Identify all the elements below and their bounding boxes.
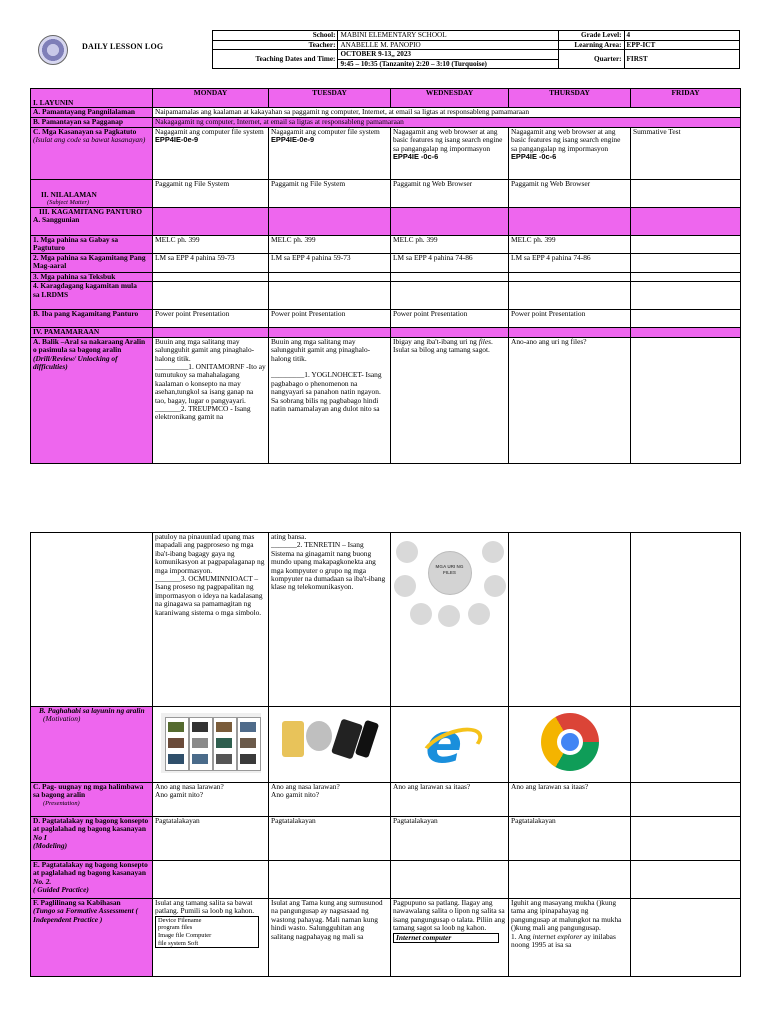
day-friday: FRIDAY bbox=[631, 89, 741, 108]
time-value: 9:45 – 10:35 (Tanzanite) 2:20 – 3:10 (Turquoise) bbox=[338, 59, 559, 69]
files-mind-map bbox=[394, 535, 506, 627]
balik-mon: Buuin ang mga salitang may salungguhit gamit ang pinaghalo-halong titik. _________1. ONITAMORNF -Ito ay tumutukoy sa mahahalagang kaalaman o konsepto na may asehan,tungkol sa isang ganap na tao, bagay, lugar o pangyayari. _______2. TREUPMCO - Isang elektronikang gamit na bbox=[153, 337, 269, 463]
f-wed: Pagpupuno sa patlang. Ilagay ang nawawalang salita o lipon ng salita sa isang pangungusap o talata. Piliin ang tamang sagot sa loob ng kahon. bbox=[393, 898, 506, 933]
balik-wed-text-c: . Isulat sa bilog ang tamang sagot. bbox=[393, 337, 493, 355]
teacher-value: ANABELLE M. PANOPIO bbox=[338, 40, 559, 50]
f-sub: (Tungo sa Formative Assessment ( Independent Practice ) bbox=[33, 906, 138, 924]
image-ie bbox=[391, 707, 509, 783]
pamantayang-label: A. Pamantayang Pangnilalaman bbox=[31, 108, 153, 118]
kasanayan-thu: Nagagamit ang web browser at ang basic features ng isang search engine sa pangangalap ng impormasyon bbox=[511, 127, 621, 153]
iba-wed: Power point Presentation bbox=[391, 310, 509, 328]
mind-node-1 bbox=[396, 541, 418, 563]
pagganap-text: Nakagagamit ng computer, Internet, at email sa ligtas at responsableng pamamaraan bbox=[153, 118, 741, 128]
paghahabi-label: B. Paghahabi sa layunin ng aralin bbox=[39, 706, 145, 715]
balik-mon-cont: patuloy na pinauunlad upang mas mapadali ang pagproseso ng mga iba't-ibang bagagy gaya ng komunikasyon at pagpapalaganap ng mga impormasyon. _______3. OCMUMINNIOACT – Isang proseso ng pagpapalitan ng impormasyon o ideya na kadalasang na ginagawa sa pamamagitan ng karaniwang sistema o mga simbolo. bbox=[153, 533, 269, 707]
image-storage bbox=[269, 707, 391, 783]
grade-value: 4 bbox=[624, 31, 739, 41]
mind-node-7 bbox=[468, 603, 490, 625]
balik-thu: Ano-ano ang uri ng files? bbox=[509, 337, 631, 463]
storage-devices-image bbox=[280, 713, 380, 773]
iba-mon: Power point Presentation bbox=[153, 310, 269, 328]
internet-explorer-icon: e bbox=[420, 713, 480, 773]
nilalaman-mon: Paggamit ng File System bbox=[153, 180, 269, 208]
pamamaraan-label: IV. PAMAMARAAN bbox=[31, 328, 153, 337]
nilalaman-wed: Paggamit ng Web Browser bbox=[391, 180, 509, 208]
d-label-no: No I bbox=[33, 832, 47, 842]
ugn-mon: Ano ang nasa larawan? Ano gamit nito? bbox=[153, 783, 269, 817]
f-thu-b: )kung tama ang ipinapahayag ng pangungusap at malungkot na mukha ( bbox=[511, 898, 622, 933]
quarter-label: Quarter: bbox=[559, 50, 624, 69]
header-info-table bbox=[212, 30, 740, 69]
quarter-value: FIRST bbox=[624, 50, 739, 69]
page-title: DAILY LESSON LOG bbox=[82, 42, 164, 51]
e-label-no: No. 2. bbox=[33, 876, 52, 886]
deped-seal-icon bbox=[38, 35, 68, 65]
d-sub: (Modeling) bbox=[33, 841, 68, 851]
mind-node-2 bbox=[482, 541, 504, 563]
layunin-heading: I. LAYUNIN bbox=[31, 89, 153, 108]
lm-label: 2. Mga pahina sa Kagamitang Pang Mag-aaral bbox=[31, 254, 153, 273]
nilalaman-tue: Paggamit ng File System bbox=[269, 180, 391, 208]
mind-node-3 bbox=[394, 575, 416, 597]
f-mon-word-box: Device Filename program files Image file Computer file system Soft bbox=[155, 916, 259, 948]
pamantayang-text: Naipamamalas ang kaalaman at kakayahan sa paggamit ng computer, Internet, at email sa ligtas at responsableng pamamaraan bbox=[153, 108, 741, 118]
balik-tue-cont: ating bansa. _______2. TENRETIN – Isang Sistema na ginagamit nang buong mundo upang makapagkonekta ang mga kompyuter o grupo ng mga kompyuter na dumadaan sa iba't-ibang klase ng telekomunikasyon. bbox=[269, 533, 391, 707]
balik-tue: Buuin ang mga salitang may salungguhit gamit ang pinaghalo-halong titik. _________1. YOGLNOHCET- Isang pagbabago o phenomenon na nangyayari sa panahon natin ngayon. Sa sobrang bilis ng pagbabago hindi natin namamalayan ang dulot nito sa bbox=[269, 337, 391, 463]
chrome-icon bbox=[541, 713, 599, 771]
grade-label: Grade Level: bbox=[559, 31, 624, 41]
day-thursday: THURSDAY bbox=[509, 89, 631, 108]
area-value: EPP-ICT bbox=[624, 40, 739, 50]
balik-aral-label: A. Balik –Aral sa nakaraang Aralin o pasimula sa bagong aralin bbox=[33, 337, 146, 355]
kasanayan-fri: Summative Test bbox=[631, 128, 741, 180]
nilalaman-sub: (Subject Matter) bbox=[47, 199, 90, 207]
lm-thu: LM sa EPP 4 pahina 74-86 bbox=[509, 254, 631, 273]
teksbuk-label: 3. Mga pahina sa Teksbuk bbox=[31, 273, 153, 282]
kasanayan-label: C. Mga Kasanayan sa Pagkatuto bbox=[33, 127, 137, 136]
f-thu bbox=[509, 899, 631, 977]
kasanayan-mon: Nagagamit ang computer file system bbox=[155, 127, 264, 136]
image-chrome bbox=[509, 707, 631, 783]
iba-thu: Power point Presentation bbox=[509, 310, 631, 328]
f-thu-e: ay inilabas noong 1995 at isa sa bbox=[511, 931, 616, 950]
balik-wed-files: files bbox=[478, 337, 492, 346]
d-mon: Pagtatalakayan bbox=[153, 817, 269, 861]
kasanayan-tue: Nagagamit ang computer file system bbox=[271, 127, 380, 136]
code-mon: EPP4IE-0e-9 bbox=[155, 135, 199, 145]
day-monday: MONDAY bbox=[153, 89, 269, 108]
header bbox=[30, 30, 740, 68]
ugn-thu: Ano ang larawan sa itaas? bbox=[509, 783, 631, 817]
gabay-thu: MELC ph. 399 bbox=[509, 236, 631, 254]
day-wednesday: WEDNESDAY bbox=[391, 89, 509, 108]
d-thu: Pagtatalakayan bbox=[509, 817, 631, 861]
paghahabi-sub: (Motivation) bbox=[43, 714, 81, 724]
nilalaman-label: II. NILALAMAN bbox=[41, 190, 97, 199]
f-label: F. Paglilinang sa Kabihasan bbox=[33, 898, 121, 907]
code-wed: EPP4IE -0c-6 bbox=[393, 152, 439, 162]
kasanayan-wed: Nagagamit ang web browser at ang basic features ng isang search engine sa pangangalap ng impormasyon bbox=[393, 127, 503, 153]
balik-wed bbox=[391, 337, 509, 463]
f-wed-word-box: Internet computer bbox=[393, 933, 499, 943]
pag-uugnay-label: C. Pag- uugnay ng mga halimbawa sa bagong aralin bbox=[33, 782, 144, 800]
f-mon: Isulat ang tamang salita sa bawat patlang. Pumili sa loob ng kahon. bbox=[155, 898, 255, 916]
ugn-wed: Ano ang larawan sa itaas? bbox=[391, 783, 509, 817]
mind-node-6 bbox=[438, 605, 460, 627]
pag-uugnay-sub: (Presentation) bbox=[43, 799, 80, 807]
dates-label: Teaching Dates and Time: bbox=[213, 50, 338, 69]
kasanayan-sub: (Isulat ang code sa bawat kasanayan) bbox=[33, 135, 146, 145]
lesson-table-page1 bbox=[30, 88, 741, 464]
d-label: D. Pagtatalakay ng bagong konsepto at paglalahad ng bagong kasanayan bbox=[33, 816, 149, 834]
pagganap-label: B. Pamantayan sa Pagganap bbox=[31, 118, 153, 128]
e-sub: ( Guided Practice) bbox=[33, 885, 89, 895]
kagamitan-label: III. KAGAMITANG PANTURO bbox=[39, 207, 142, 216]
school-value: MABINI ELEMENTARY SCHOOL bbox=[338, 31, 559, 41]
bookshelf-image bbox=[161, 713, 261, 773]
code-thu: EPP4IE -0c-6 bbox=[511, 152, 557, 162]
karagdagan-label: 4. Karagdagang kagamitan mula sa LRDMS bbox=[31, 282, 153, 310]
d-tue: Pagtatalakayan bbox=[269, 817, 391, 861]
iba-tue: Power point Presentation bbox=[269, 310, 391, 328]
gabay-wed: MELC ph. 399 bbox=[391, 236, 509, 254]
gabay-tue: MELC ph. 399 bbox=[269, 236, 391, 254]
ugn-tue: Ano ang nasa larawan? Ano gamit nito? bbox=[269, 783, 391, 817]
teacher-label: Teacher: bbox=[213, 40, 338, 50]
dates-value: OCTOBER 9-13,, 2023 bbox=[338, 50, 559, 60]
gabay-mon: MELC ph. 399 bbox=[153, 236, 269, 254]
e-label: E. Pagtatalakay ng bagong konsepto at paglalahad ng bagong kasanayan bbox=[33, 860, 148, 878]
d-wed: Pagtatalakayan bbox=[391, 817, 509, 861]
mind-center: MGA URI NG FILES bbox=[428, 551, 472, 595]
nilalaman-thu: Paggamit ng Web Browser bbox=[509, 180, 631, 208]
iba-pang-label: B. Iba pang Kagamitang Panturo bbox=[31, 310, 153, 328]
code-tue: EPP4IE-0e-9 bbox=[271, 135, 315, 145]
lesson-table-page2 bbox=[30, 532, 741, 977]
f-tue: Isulat ang Tama kung ang sumusunod na pangungusap ay nagsasaad ng wastong pahayag. Mali naman kung hindi wasto. Salungguhitan ang salitang nagpahayag ng mali sa bbox=[269, 899, 391, 977]
f-thu-d: internet explorer bbox=[532, 931, 583, 941]
f-thu-a: Iguhit ang masayang mukha ( bbox=[511, 898, 599, 907]
gabay-label: 1. Mga pahina sa Gabay sa Pagtuturo bbox=[31, 236, 153, 254]
mind-map-cell bbox=[391, 533, 509, 707]
balik-wed-text-a: Ibigay ang iba't-ibang uri ng bbox=[393, 337, 479, 346]
image-bookshelf bbox=[153, 707, 269, 783]
lm-mon: LM sa EPP 4 pahina 59-73 bbox=[153, 254, 269, 273]
sanggunian-label: A. Sanggunian bbox=[33, 215, 80, 225]
mind-node-5 bbox=[410, 603, 432, 625]
area-label: Learning Area: bbox=[559, 40, 624, 50]
day-tuesday: TUESDAY bbox=[269, 89, 391, 108]
lm-tue: LM sa EPP 4 pahina 59-73 bbox=[269, 254, 391, 273]
school-label: School: bbox=[213, 31, 338, 41]
f-thu-c: )kung mali ang pangungusap. 1. Ang bbox=[511, 923, 601, 941]
mind-node-4 bbox=[484, 575, 506, 597]
balik-aral-sub: (Drill/Review/ Unlocking of difficulties) bbox=[33, 353, 118, 372]
lm-wed: LM sa EPP 4 pahina 74-86 bbox=[391, 254, 509, 273]
